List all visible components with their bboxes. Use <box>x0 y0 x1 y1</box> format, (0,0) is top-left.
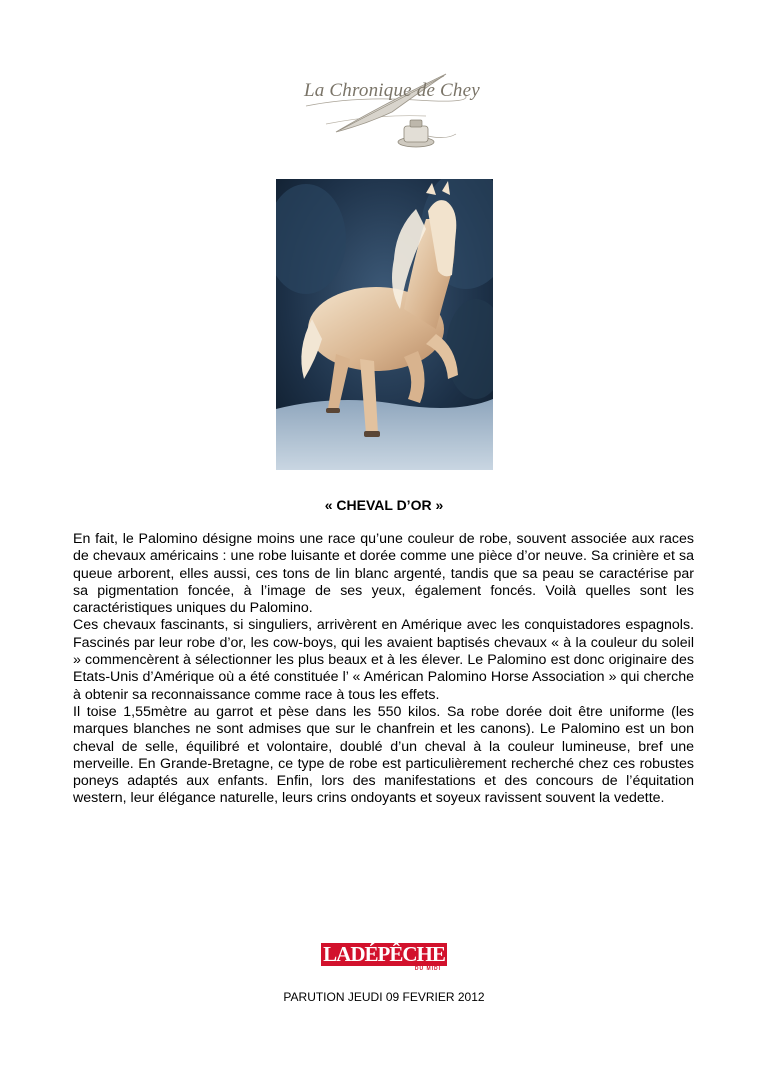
logo-text: La Chronique de Chey <box>304 80 480 101</box>
article-paragraph: En fait, le Palomino désigne moins une race qu’une couleur de robe, souvent associée aux races de chevaux américains : une robe luisante et dorée comme une pièce d’or neuve. Sa crinière et sa queue arborent, elles aussi, ces tons de lin blanc argenté, tandis que sa peau se caractérise par sa pigmentation foncée, à l’image de ses yeux, également foncés. Voilà quelles sont les caractéristiques uniques du Palomino. <box>73 531 694 617</box>
article-paragraph: Il toise 1,55mètre au garrot et pèse dans les 550 kilos. Sa robe dorée doit être uniforme (les marques blanches ne sont admises que sur le chanfrein et les canons). Le Palomino est un bon cheval de selle, équilibré et volontaire, doublé d’un cheval à la couleur lumineuse, bref une merveille. En Grande-Bretagne, ce type de robe est particulièrement recherché chez ces robustes poneys adaptés aux enfants. Enfin, lors des manifestations et des concours de l’équitation western, leur élégance naturelle, leurs crins ondoyants et soyeux ravissent souvent la vedette. <box>73 703 694 807</box>
chronique-logo <box>296 66 480 156</box>
palomino-horse-photo <box>276 179 493 470</box>
publication-date: PARUTION JEUDI 09 FEVRIER 2012 <box>283 990 485 1004</box>
masthead-name: LADÉPÊCHE <box>321 943 447 966</box>
article-headline: « CHEVAL D’OR » <box>324 497 444 513</box>
la-depeche-logo <box>321 943 447 973</box>
article-paragraph: Ces chevaux fascinants, si singuliers, arrivèrent en Amérique avec les conquistadores espagnols. Fascinés par leur robe d’or, les cow-boys, qui les avaient baptisés chevaux « à la couleur du soleil » commencèrent à sélectionner les plus beaux et à les élever. Le Palomino est donc originaire des Etats-Unis d’Amérique où a été constituée l’ « Américan Palomino Horse Association » qui cherche à obtenir sa reconnaissance comme race à tous les effets. <box>73 617 694 703</box>
masthead-subtitle: DU MIDI <box>414 966 441 972</box>
article-body <box>73 531 694 808</box>
